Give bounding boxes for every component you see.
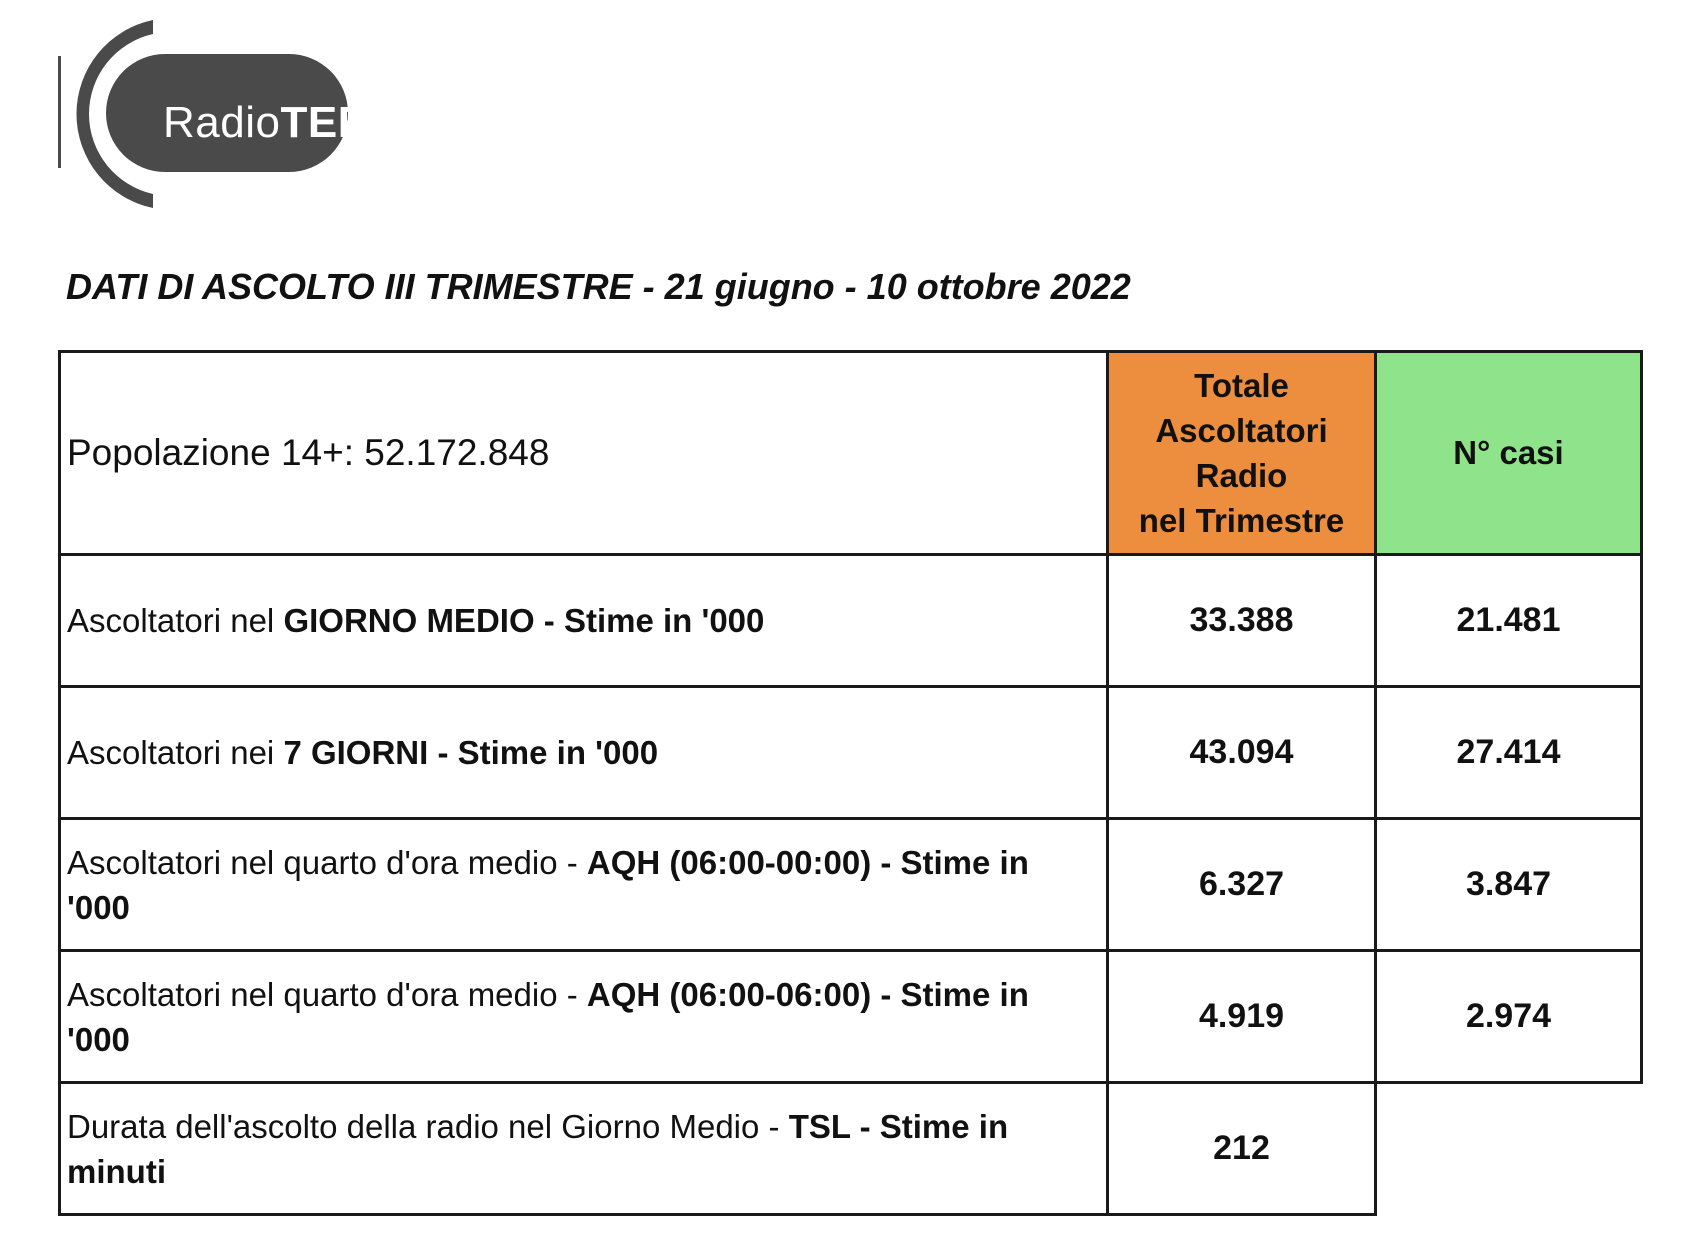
cases-header: N° casi: [1376, 352, 1642, 555]
row-label-prefix: Ascoltatori nel quarto d'ora medio -: [67, 975, 587, 1013]
population-cell: Popolazione 14+: 52.172.848: [60, 352, 1108, 555]
total-header-line: Ascoltatori: [1155, 412, 1328, 449]
listening-data-table: [58, 350, 1643, 1216]
total-header-line: nel Trimestre: [1138, 502, 1345, 539]
title-period: DATI DI ASCOLTO III TRIMESTRE: [66, 266, 633, 307]
row-cases-value: 27.414: [1376, 687, 1642, 819]
row-label-separator: -: [534, 602, 564, 639]
row-total-value: 4.919: [1108, 951, 1376, 1083]
row-label: [60, 1083, 1108, 1215]
row-total-value: 6.327: [1108, 819, 1376, 951]
row-label-prefix: Ascoltatori nei: [67, 734, 284, 771]
row-label-suffix: Stime in '000: [457, 734, 659, 771]
row-label-suffix: Stime in minuti: [67, 1107, 1009, 1190]
row-total-value: 212: [1108, 1083, 1376, 1215]
row-label-suffix: Stime in '000: [563, 602, 765, 639]
row-label: [60, 687, 1108, 819]
row-label-separator: -: [871, 843, 901, 881]
row-total-value: 33.388: [1108, 555, 1376, 687]
logo-wordmark-light: Radio: [163, 98, 281, 147]
row-label-bold: GIORNO MEDIO: [283, 602, 535, 639]
row-label-bold: AQH (06:00-00:00): [586, 843, 872, 881]
row-label-prefix: Ascoltatori nel: [67, 602, 284, 639]
table-row: [60, 951, 1642, 1083]
total-header-line: Radio: [1195, 457, 1288, 494]
row-label-suffix: Stime in '000: [67, 975, 1029, 1058]
title-separator-1: -: [632, 266, 665, 307]
title-separator-2: -: [834, 266, 867, 307]
row-cases-value: 3.847: [1376, 819, 1642, 951]
table-header-row: [60, 352, 1642, 555]
row-label-separator: -: [428, 734, 458, 771]
table-row: [60, 555, 1642, 687]
row-label-bold: AQH (06:00-06:00): [586, 975, 872, 1013]
radioter-logo: [58, 18, 388, 228]
row-cases-value: 21.481: [1376, 555, 1642, 687]
total-listeners-header: [1108, 352, 1376, 555]
row-label-separator: -: [850, 1107, 880, 1145]
row-label-separator: -: [871, 975, 901, 1013]
row-label-bold: TSL: [788, 1107, 851, 1145]
empty-cases-cell: [1376, 1083, 1642, 1215]
row-label-bold: 7 GIORNI: [283, 734, 429, 771]
row-label: [60, 819, 1108, 951]
total-header-line: Totale: [1194, 367, 1289, 404]
row-label: [60, 555, 1108, 687]
row-label: [60, 951, 1108, 1083]
row-label-prefix: Durata dell'ascolto della radio nel Giorno Medio -: [67, 1107, 789, 1145]
table-row: [60, 687, 1642, 819]
title-date-end: 10 ottobre 2022: [866, 266, 1131, 307]
logo-wordmark-bold: TER: [280, 98, 370, 147]
row-cases-value: 2.974: [1376, 951, 1642, 1083]
table-row: [60, 819, 1642, 951]
row-label-suffix: Stime in '000: [67, 843, 1029, 926]
title-date-start: 21 giugno: [664, 266, 835, 307]
logo-wordmark: [163, 98, 370, 148]
document-title: [66, 266, 1131, 308]
table-row: [60, 1083, 1642, 1215]
row-total-value: 43.094: [1108, 687, 1376, 819]
row-label-prefix: Ascoltatori nel quarto d'ora medio -: [67, 843, 587, 881]
